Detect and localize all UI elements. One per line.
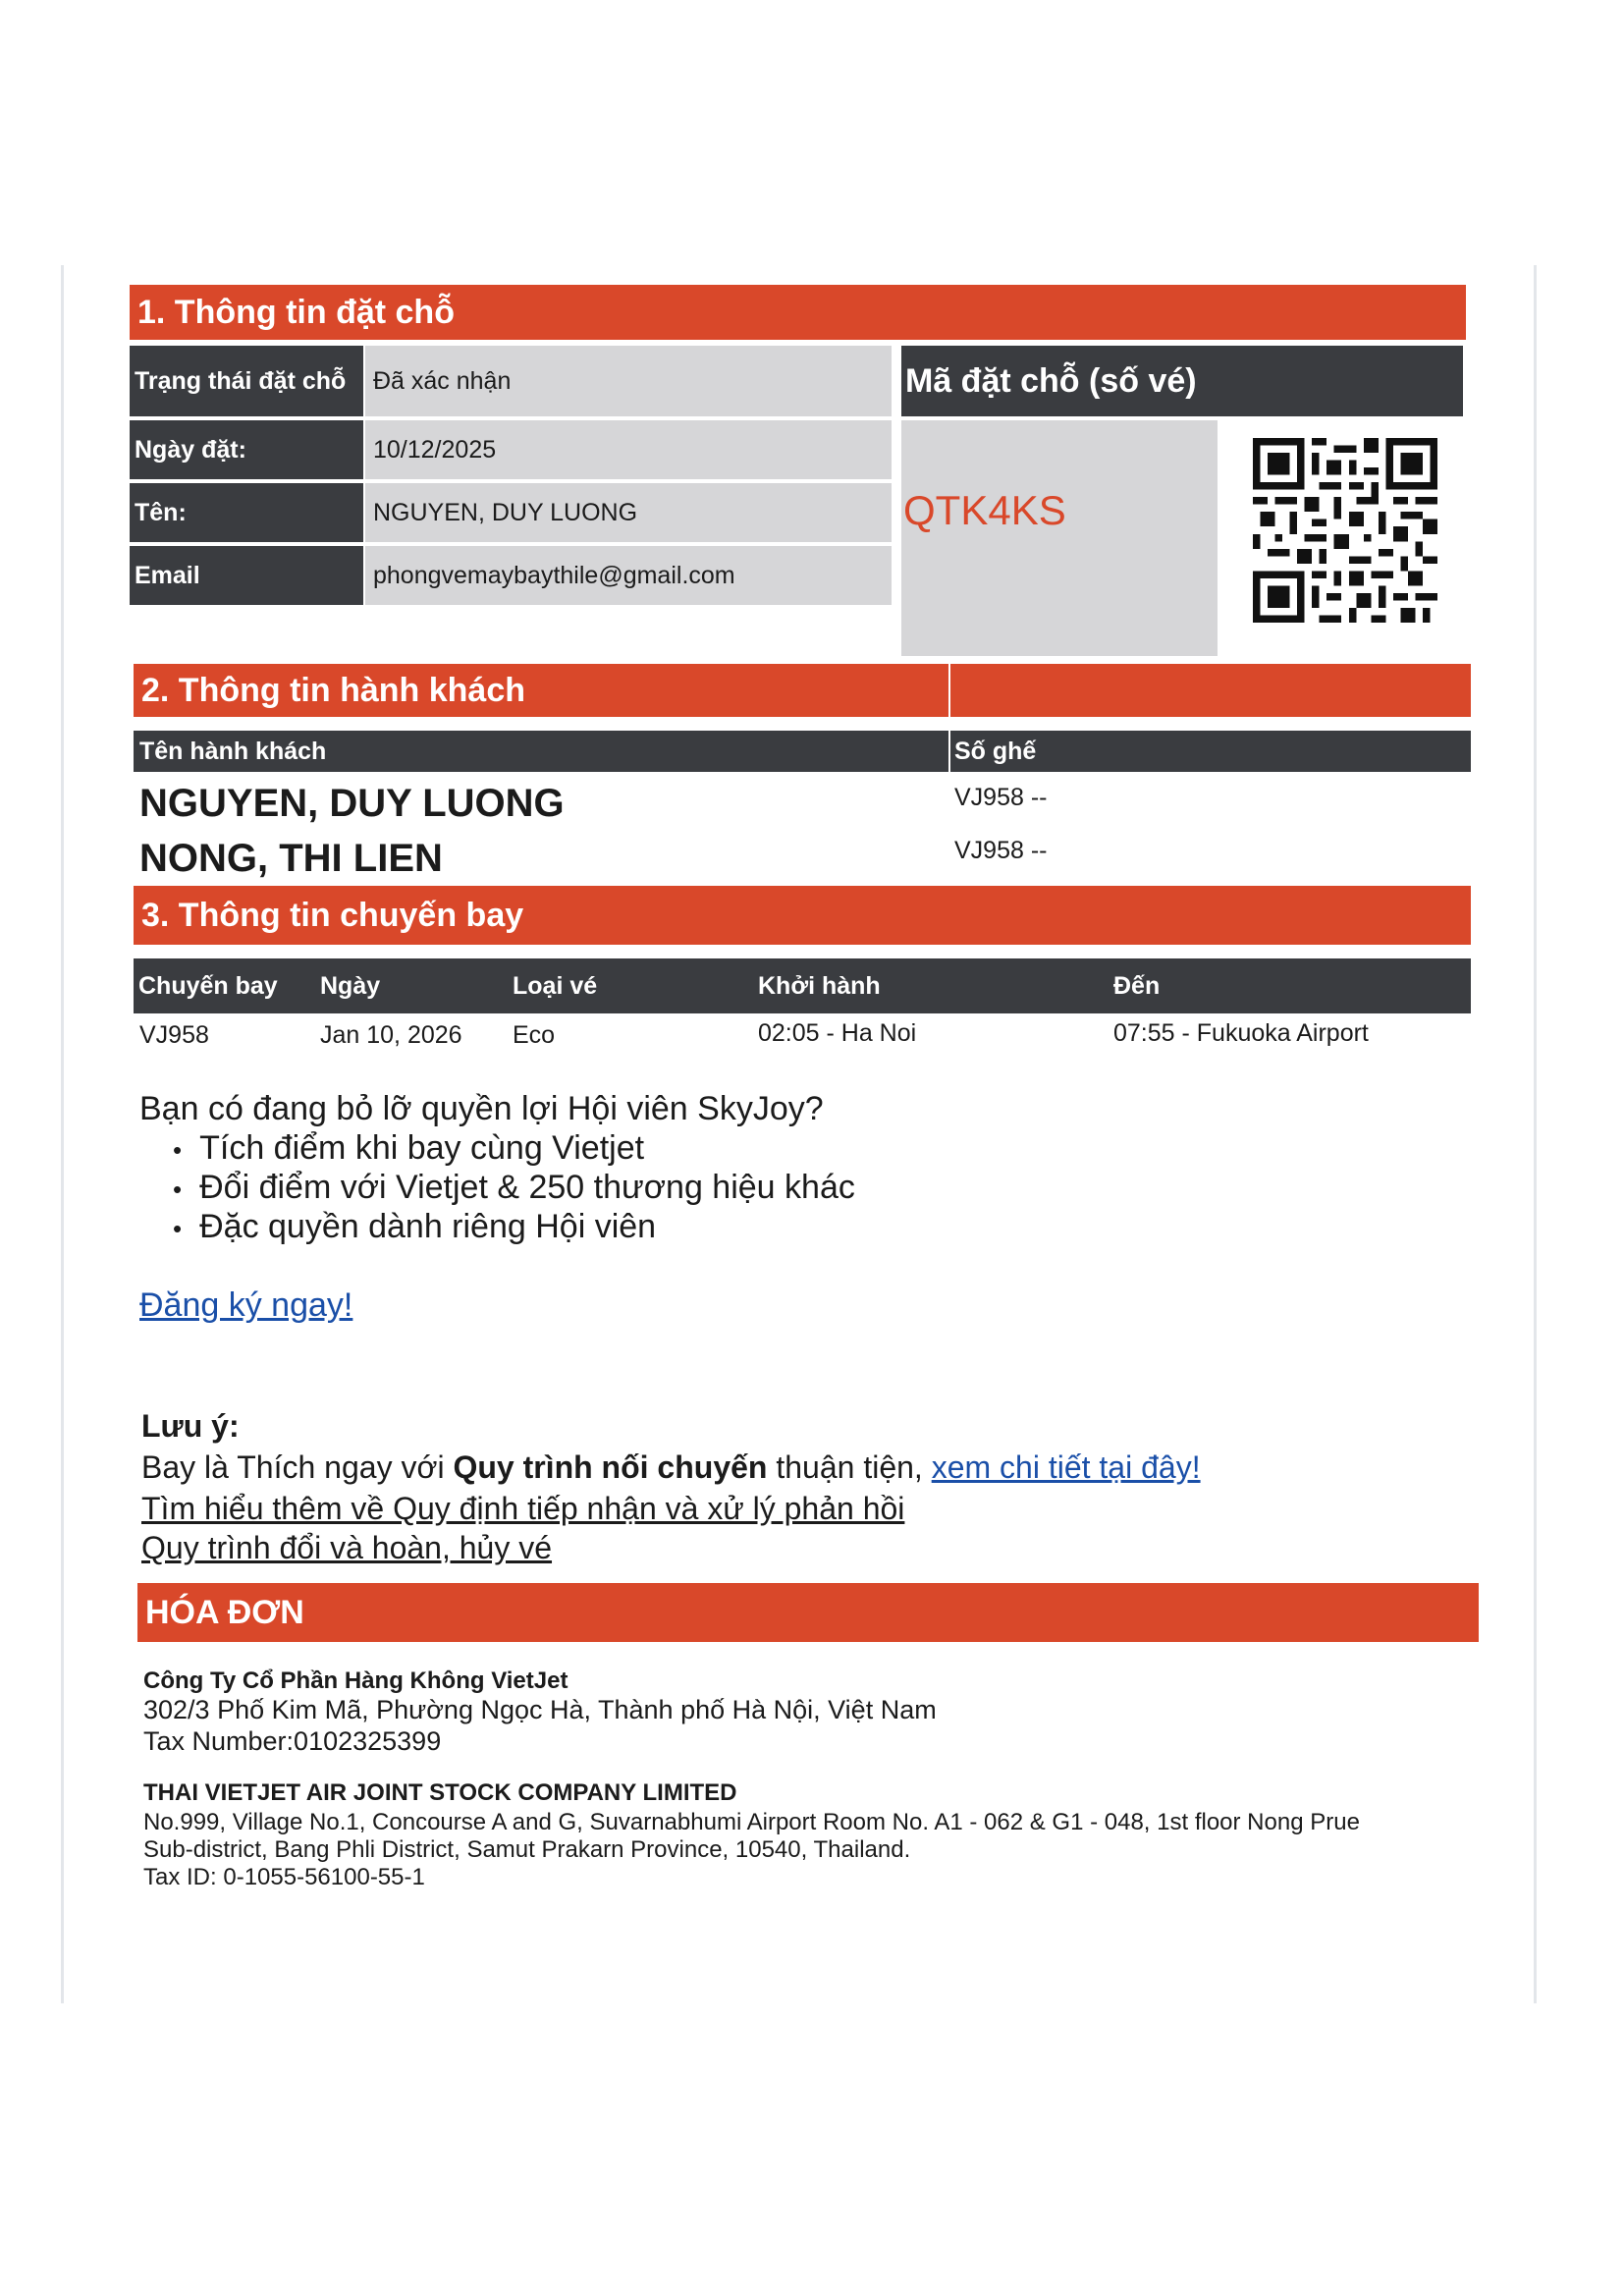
flight-table-header bbox=[134, 958, 1471, 1013]
invoice-company2-name: THAI VIETJET AIR JOINT STOCK COMPANY LIMITED bbox=[143, 1779, 737, 1806]
qr-code-icon bbox=[1253, 438, 1437, 623]
booking-name-label: Tên: bbox=[130, 483, 363, 542]
invoice-company2-address-1: No.999, Village No.1, Concourse A and G, Suvarnabhumi Airport Room No. A1 - 062 & G1 - 048, 1st floor Nong Prue bbox=[143, 1809, 1360, 1835]
flight-header-depart: Khởi hành bbox=[758, 971, 881, 1000]
booking-email-value: phongvemaybaythile@gmail.com bbox=[365, 546, 892, 605]
flight-header-fare: Loại vé bbox=[513, 971, 598, 1000]
promo-bullet-3: • Đặc quyền dành riêng Hội viên bbox=[173, 1208, 657, 1245]
notes-title: Lưu ý: bbox=[141, 1408, 240, 1444]
flight-header-arrive: Đến bbox=[1113, 971, 1161, 1000]
booking-status-label: Trạng thái đặt chỗ bbox=[130, 346, 363, 416]
passenger-seat-header: Số ghế bbox=[950, 731, 1471, 772]
flight-row-arrive: 07:55 - Fukuoka Airport bbox=[1113, 1019, 1369, 1047]
flight-row-fare: Eco bbox=[513, 1021, 556, 1049]
passenger-name-1: NGUYEN, DUY LUONG bbox=[139, 782, 565, 825]
invoice-company2-address-2: Sub-district, Bang Phli District, Samut Prakarn Province, 10540, Thailand. bbox=[143, 1836, 911, 1863]
booking-code: QTK4KS bbox=[903, 487, 1066, 533]
invoice-company1-address: 302/3 Phố Kim Mã, Phường Ngọc Hà, Thành phố Hà Nội, Việt Nam bbox=[143, 1695, 937, 1724]
flight-header-date: Ngày bbox=[320, 971, 381, 1000]
invoice-company2-tax: Tax ID: 0-1055-56100-55-1 bbox=[143, 1864, 425, 1890]
flight-row-date: Jan 10, 2026 bbox=[320, 1021, 462, 1049]
invoice-section-title: HÓA ĐƠN bbox=[137, 1583, 1479, 1642]
promo-bullet-1: • Tích điểm khi bay cùng Vietjet bbox=[173, 1129, 645, 1167]
booking-name-value: NGUYEN, DUY LUONG bbox=[365, 483, 892, 542]
scan-edge-left bbox=[61, 265, 64, 2003]
flight-row-flight: VJ958 bbox=[139, 1021, 209, 1049]
invoice-company1-name: Công Ty Cổ Phần Hàng Không VietJet bbox=[143, 1667, 568, 1694]
booking-status-value: Đã xác nhận bbox=[365, 346, 892, 416]
booking-section-title: 1. Thông tin đặt chỗ bbox=[130, 285, 1466, 340]
flight-row-depart: 02:05 - Ha Noi bbox=[758, 1019, 917, 1047]
passenger-section-title: 2. Thông tin hành khách bbox=[134, 664, 948, 717]
promo-bullet-2: • Đổi điểm với Vietjet & 250 thương hiệu khác bbox=[173, 1169, 855, 1206]
flight-section-title: 3. Thông tin chuyến bay bbox=[134, 886, 1471, 945]
booking-code-header: Mã đặt chỗ (số vé) bbox=[901, 346, 1463, 416]
booking-code-panel bbox=[901, 420, 1218, 656]
passenger-name-header: Tên hành khách bbox=[134, 731, 948, 772]
booking-email-label: Email bbox=[130, 546, 363, 605]
passenger-seat-2: VJ958 -- bbox=[954, 837, 1048, 864]
passenger-seat-1: VJ958 -- bbox=[954, 784, 1048, 811]
refund-policy-link[interactable]: Quy trình đổi và hoàn, hủy vé bbox=[141, 1530, 553, 1565]
signup-link[interactable]: Đăng ký ngay! bbox=[139, 1286, 353, 1324]
promo-question: Bạn có đang bỏ lỡ quyền lợi Hội viên SkyJoy? bbox=[139, 1090, 824, 1127]
connection-details-link[interactable]: xem chi tiết tại đây! bbox=[931, 1449, 1201, 1485]
scan-edge-right bbox=[1534, 265, 1537, 2003]
notes-line-1: Bay là Thích ngay với Quy trình nối chuyến thuận tiện, xem chi tiết tại đây! bbox=[141, 1449, 1201, 1485]
feedback-policy-link[interactable]: Tìm hiểu thêm về Quy định tiếp nhận và xử lý phản hồi bbox=[141, 1491, 905, 1526]
booking-date-value: 10/12/2025 bbox=[365, 420, 892, 479]
flight-header-flight: Chuyến bay bbox=[138, 971, 278, 1000]
booking-date-label: Ngày đặt: bbox=[130, 420, 363, 479]
invoice-company1-tax: Tax Number:0102325399 bbox=[143, 1726, 442, 1756]
passenger-name-2: NONG, THI LIEN bbox=[139, 837, 443, 880]
